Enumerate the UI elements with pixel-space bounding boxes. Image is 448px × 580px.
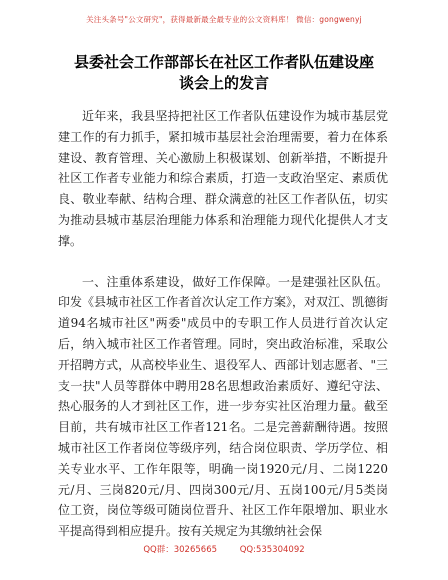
header-banner: 关注头条号"公文研究"，获得最新最全最专业的公文资料库！ 微信：gongwenyj xyxy=(86,15,362,24)
title-line-2: 谈会上的发言 xyxy=(178,74,269,92)
paragraph-intro: 近年来，我县坚持把社区工作者队伍建设作为城市基层党建工作的有力抓手，紧扣城市基层社会治理需要，着力在体系建设、教育管理、关心激励上积极谋划、创新举措，不断提升社区工作者专业能力和综合素质，打造一支政治坚定、素质优良、敬业奉献、结构合理、群众满意的社区工作者队伍，切实为推动县城市基层治理能力体系和治理能力现代化提供人才支撑。 xyxy=(58,109,388,248)
document-title xyxy=(40,52,408,94)
document-body xyxy=(58,106,388,542)
footer-qq-group: QQ群：30265665 xyxy=(143,545,218,555)
paragraph-section-1: 一、注重体系建设，做好工作保障。一是建强社区队伍。印发《县城市社区工作者首次认定工作方案》，对双江、凯德街道94名城市社区"两委"成员中的专职工作人员进行首次认定后，纳入城市社区工作者管理。同时，突出政治标准，采取公开招聘方式，从高校毕业生、退役军人、西部计划志愿者、"三支一扶"人员等群体中聘用28名思想政治素质好、遵纪守法、热心服务的人才到社区工作，进一步夯实社区治理力量。截至目前，共有城市社区工作者121名。二是完善薪酬待遇。按照城市社区工作者岗位等级序列，结合岗位职责、学历学位、相关专业水平、工作年限等，明确一岗1920元/月、二岗1220元/月、三岗820元/月、四岗300元/月、五岗100元/月5类岗位工资，岗位等级可随岗位晋升、社区工作年限增加、职业水平提高得到相应提升。按有关规定为其缴纳社会保 xyxy=(58,274,389,539)
footer-qq: QQ:535304092 xyxy=(239,545,305,555)
title-line-1: 县委社会工作部部长在社区工作者队伍建设座 xyxy=(73,53,374,71)
footer-contact xyxy=(0,543,448,555)
